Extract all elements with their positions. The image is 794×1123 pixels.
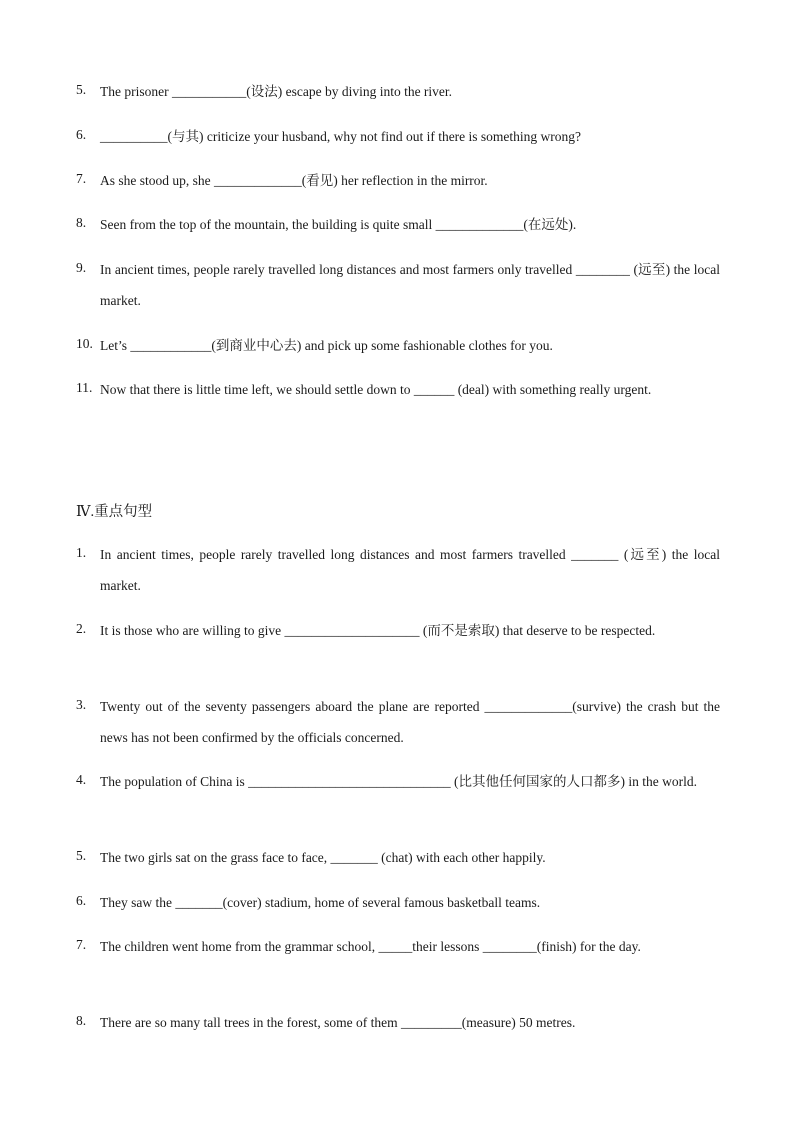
section-heading: Ⅳ.重点句型 xyxy=(76,504,153,520)
exercise-item xyxy=(76,615,720,646)
item-number: 7. xyxy=(76,937,87,952)
item-text: In ancient times, people rarely travelled long distances and most farmers only travelled ________ (远至) the local market. xyxy=(100,262,720,308)
item-text: As she stood up, she _____________(看见) her reflection in the mirror. xyxy=(100,173,488,188)
item-number: 1. xyxy=(76,545,87,560)
exercise-item xyxy=(76,766,720,797)
exercise-item xyxy=(76,127,720,147)
item-text: __________(与其) criticize your husband, why not find out if there is something wrong? xyxy=(100,129,582,144)
item-text: The prisoner ___________(设法) escape by diving into the river. xyxy=(100,84,453,99)
item-text: The children went home from the grammar school, _____their lessons ________(finish) for the day. xyxy=(100,939,641,954)
item-text: Seen from the top of the mountain, the building is quite small _____________(在远处). xyxy=(100,217,577,232)
item-number: 8. xyxy=(76,1013,87,1028)
item-text: They saw the _______(cover) stadium, home of several famous basketball teams. xyxy=(100,895,541,910)
exercise-item xyxy=(76,539,720,601)
item-number: 5. xyxy=(76,82,87,97)
exercise-item xyxy=(76,893,720,913)
exercise-item xyxy=(76,848,720,868)
item-text: The population of China is ______________________________ (比其他任何国家的人口都多) in the world. xyxy=(100,774,697,789)
item-text: Let’s ____________(到商业中心去) and pick up some fashionable clothes for you. xyxy=(100,338,553,353)
item-text: There are so many tall trees in the forest, some of them _________(measure) 50 metres. xyxy=(100,1015,576,1030)
exercise-item xyxy=(76,215,720,235)
exercise-item xyxy=(76,254,720,316)
exercise-item xyxy=(76,691,720,753)
item-number: 7. xyxy=(76,171,87,186)
exercise-item xyxy=(76,336,720,356)
item-number: 11. xyxy=(76,380,93,395)
item-text: Now that there is little time left, we should settle down to ______ (deal) with something really urgent. xyxy=(100,382,652,397)
item-number: 4. xyxy=(76,772,87,787)
exercise-item xyxy=(76,931,720,962)
item-number: 6. xyxy=(76,127,87,142)
item-number: 10. xyxy=(76,336,93,351)
item-number: 6. xyxy=(76,893,87,908)
exercise-item xyxy=(76,1013,720,1033)
item-number: 3. xyxy=(76,697,87,712)
item-number: 5. xyxy=(76,848,87,863)
item-number: 8. xyxy=(76,215,87,230)
item-number: 2. xyxy=(76,621,87,636)
item-text: The two girls sat on the grass face to face, _______ (chat) with each other happily. xyxy=(100,850,546,865)
exercise-item xyxy=(76,374,720,405)
exercise-item xyxy=(76,82,720,102)
item-number: 9. xyxy=(76,260,87,275)
item-text: It is those who are willing to give ____________________ (而不是索取) that deserve to be respected. xyxy=(100,623,656,638)
exercise-item xyxy=(76,171,720,191)
item-text: In ancient times, people rarely travelled long distances and most farmers travelled _______ (远至) the local market. xyxy=(100,547,720,593)
item-text: Twenty out of the seventy passengers aboard the plane are reported _____________(survive) the crash but the news has not been confirmed by the officials concerned. xyxy=(100,699,720,745)
